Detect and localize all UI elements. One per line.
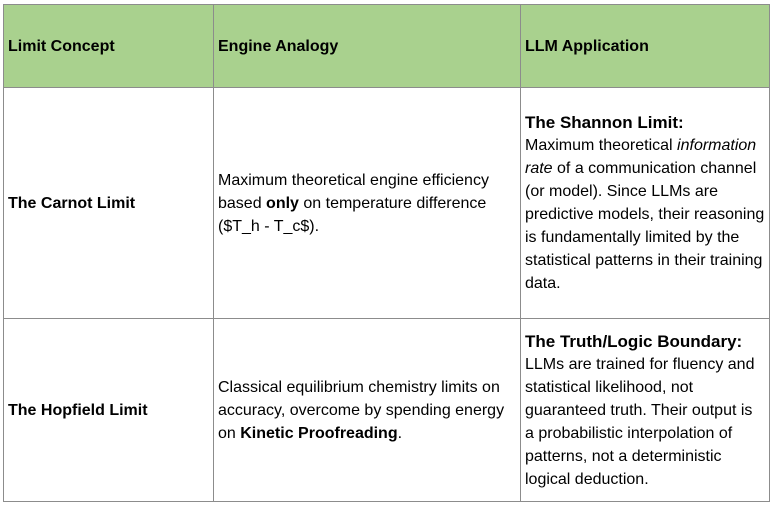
- analogy-text: Maximum theoretical engine efficiency based: [218, 171, 489, 212]
- comparison-table: [3, 4, 770, 502]
- header-engine-analogy: Engine Analogy: [214, 5, 521, 88]
- header-row: [4, 5, 770, 88]
- header-llm-application: LLM Application: [521, 5, 770, 88]
- analogy-emphasis: Kinetic Proofreading: [240, 424, 398, 442]
- analogy-cell: [214, 88, 521, 319]
- application-cell: [521, 319, 770, 502]
- application-cell: [521, 88, 770, 319]
- analogy-text: Classical equilibrium chemistry limits on accuracy, overcome by spending energy on: [218, 378, 505, 442]
- analogy-cell: [214, 319, 521, 502]
- application-emphasis: information rate: [525, 137, 757, 177]
- table-row: [4, 88, 770, 319]
- application-heading: The Shannon Limit:: [525, 113, 684, 132]
- concept-cell: The Hopfield Limit: [4, 319, 214, 502]
- concept-cell: The Carnot Limit: [4, 88, 214, 319]
- application-text-end: of a communication channel (or model). Since LLMs are predictive models, their reasoning is fundamentally limited by the statistical patterns in their training data.: [525, 160, 765, 292]
- analogy-text-end: .: [397, 424, 403, 442]
- application-text: LLMs are trained for fluency and statistical likelihood, not guaranteed truth. Their output is a probabilistic interpolation of patterns, not a deterministic logical deduction.: [525, 355, 755, 488]
- application-text: Maximum theoretical: [525, 137, 678, 154]
- table-row: [4, 319, 770, 502]
- application-heading: The Truth/Logic Boundary:: [525, 331, 743, 351]
- header-limit-concept: Limit Concept: [4, 5, 214, 88]
- analogy-emphasis: only: [266, 194, 299, 212]
- analogy-text-end: on temperature difference ($T_h - T_c$).: [218, 194, 487, 235]
